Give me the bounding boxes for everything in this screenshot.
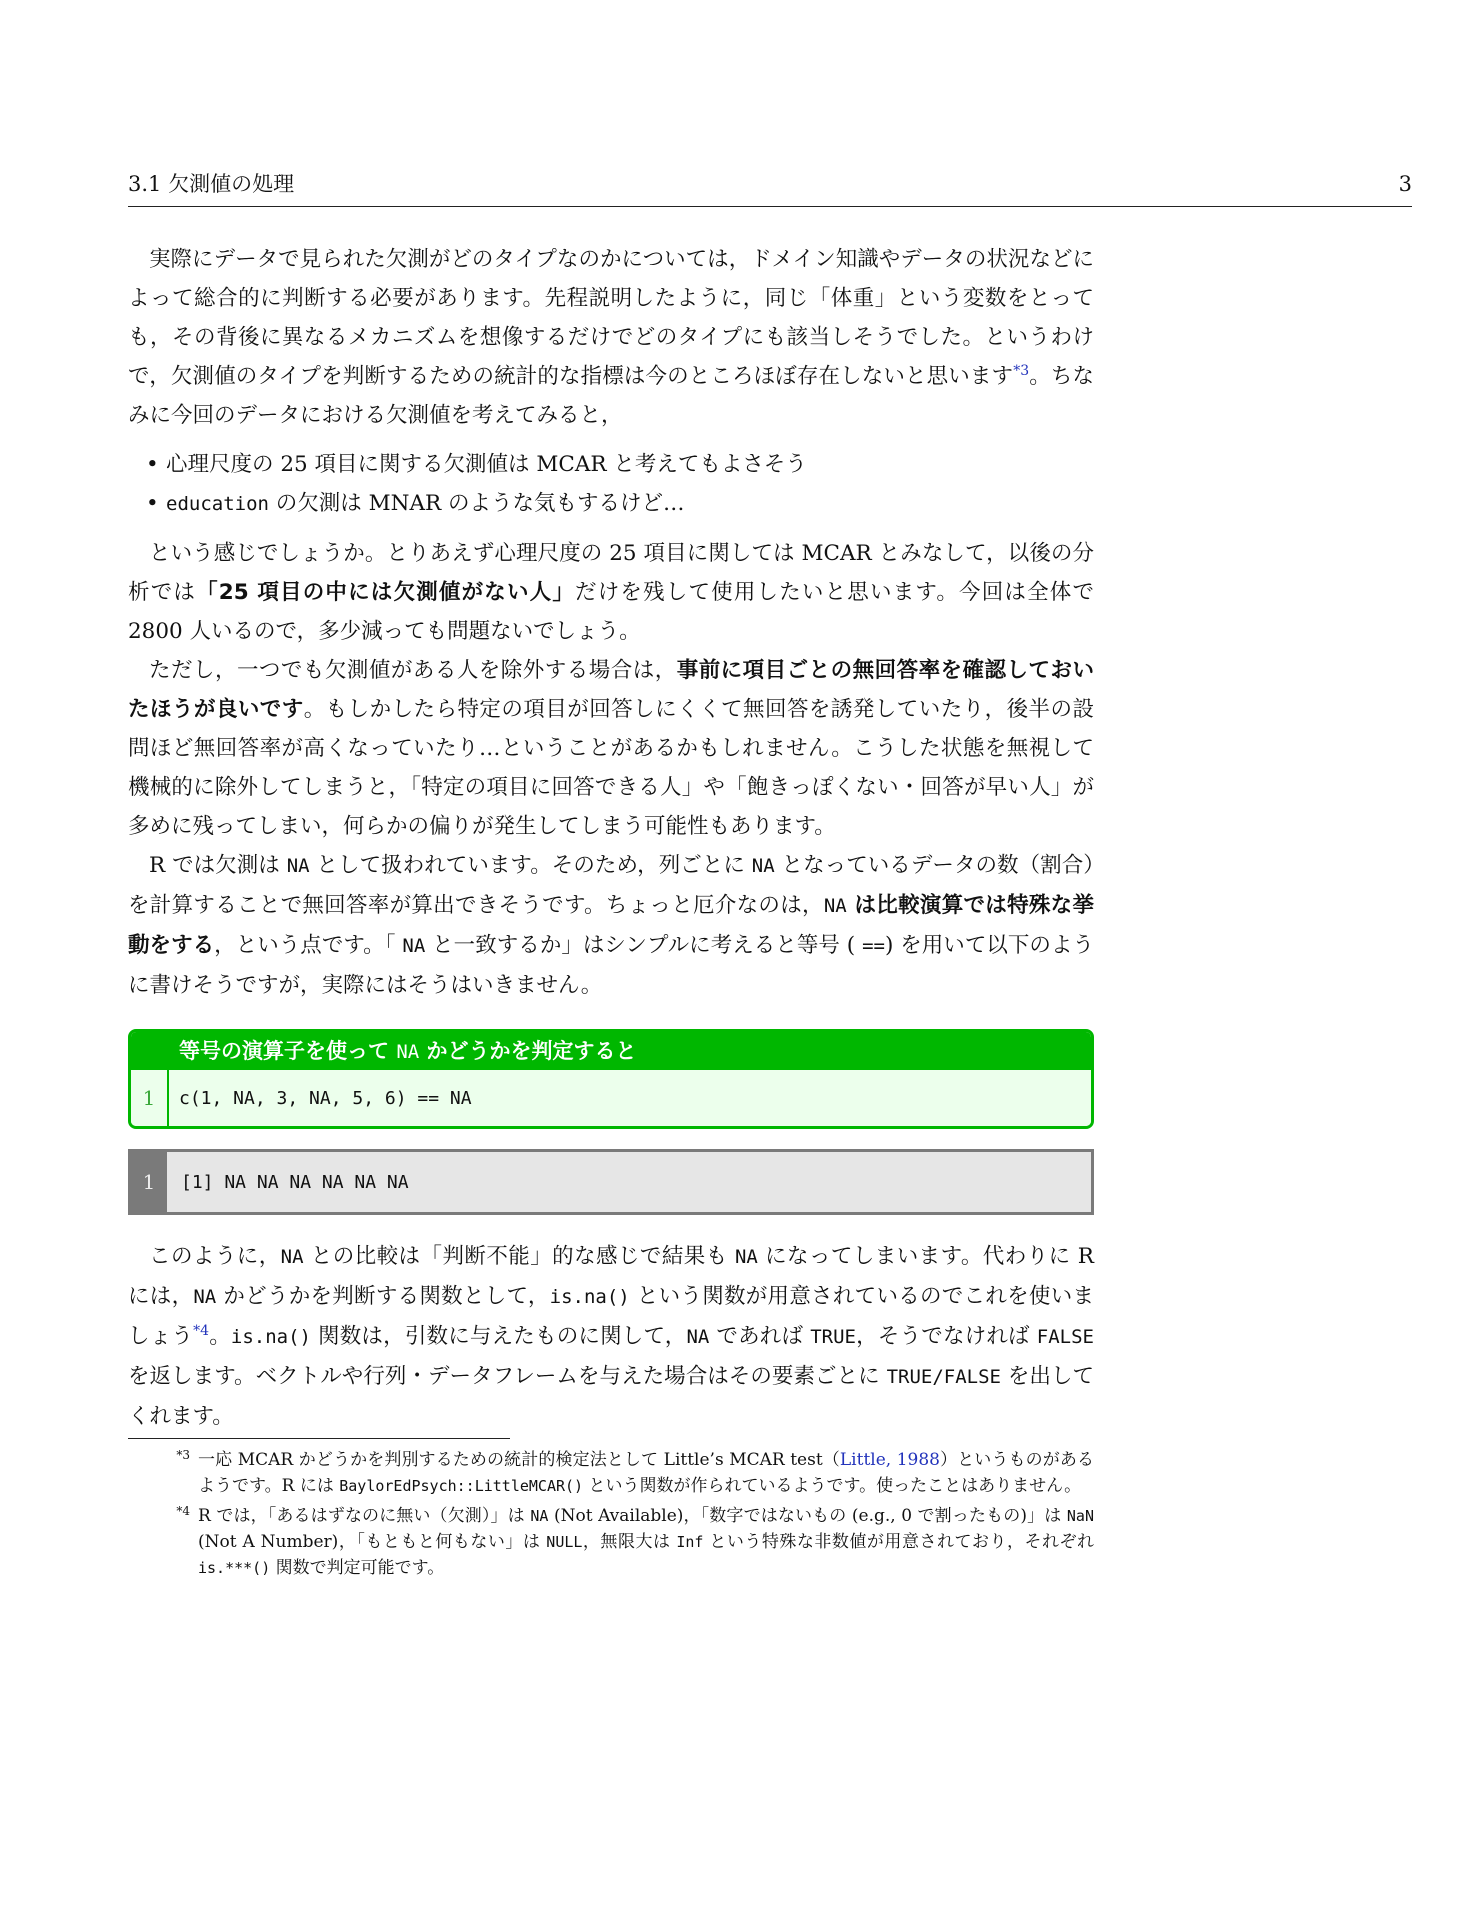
code-text[interactable]: c(1, NA, 3, NA, 5, 6) == NA: [179, 1087, 472, 1109]
inline-code: ==: [862, 935, 885, 957]
paragraph: 実際にデータで見られた欠測がどのタイプなのかについては，ドメイン知識やデータの状況などによって総合的に判断する必要があります。先程説明したように，同じ「体重」という変数をとっても，その背後に異なるメカニズムを想像するだけでどのタイプにも該当しそうでした。というわけで，欠測値のタイプを判断するための統計的な指標は今のところほぼ存在しないと思います$^{*3}$。ちなみに今回のデータにおける欠測値を考えてみると，: [128, 247, 1094, 428]
footnote-4: $^{*4}$ R では，「あるはずなのに無い（欠測）」は NA (Not Available)，「数字ではないもの (e.g., 0 で割ったもの)」は NaN (Not A Number)，「もともと何もない」は NULL，無限大は Inf という特殊な非数値が用意されており，それぞれ is.***() 関数で判定可能です。: [128, 1503, 1094, 1581]
code-line: [131, 1070, 1091, 1126]
inline-code: NA: [823, 895, 847, 917]
inline-code: TRUE/FALSE: [886, 1366, 1001, 1388]
emphasis: 事前に項目ごとの無回答率を確認しておいたほうが良いです: [128, 658, 1094, 722]
footnote-3: $^{*3}$ 一応 MCAR かどうかを判別するための統計的検定法として Little’s MCAR test（Little, 1988）というものがあるようです。R には BaylorEdPsych::LittleMCAR() という関数が作られているようです。使ったことはありません。: [128, 1447, 1094, 1499]
running-header: [128, 168, 1412, 207]
paragraph: という感じでしょうか。とりあえず心理尺度の 25 項目に関しては MCAR とみなして，以後の分析では「25 項目の中には欠測値がない人」だけを残して使用したいと思います。今回は全体で 2800 人いるので，多少減っても問題ないでしょう。: [128, 541, 1094, 644]
inline-code: FALSE: [1036, 1326, 1094, 1348]
section-title: 3.1 欠測値の処理: [128, 172, 295, 196]
emphasis: は比較演算では特殊な挙動をする: [128, 893, 1094, 958]
inline-code: NA: [530, 1507, 549, 1525]
inline-code: NA: [280, 1246, 304, 1268]
inline-code: is.na(): [230, 1326, 311, 1348]
inline-code: NA: [686, 1326, 710, 1348]
inline-code: is.na(): [549, 1286, 630, 1308]
line-number: 1: [131, 1070, 169, 1126]
paragraph: このように，NA との比較は「判断不能」的な感じで結果も NA になってしまいます。代わりに R には，NA かどうかを判断する関数として，is.na() という関数が用意されているのでこれを使いましょう$^{*4}$。is.na() 関数は，引数に与えたものに関して，NA であれば TRUE，そうでなければ FALSE を返します。ベクトルや行列・データフレームを与えた場合はその要素ごとに TRUE/FALSE を出してくれます。: [128, 1244, 1095, 1429]
inline-code: TRUE: [810, 1326, 856, 1348]
paragraph: R では欠測は NA として扱われています。そのため，列ごとに NA となっているデータの数（割合）を計算することで無回答率が算出できそうです。ちょっと厄介なのは，NA は比較演算では特殊な挙動をする，という点です。「 NA と一致するか」はシンプルに考えると等号 ( ==) を用いて以下のように書けそうですが，実際にはそうはいきません。: [128, 853, 1094, 998]
inline-code: NA: [751, 855, 775, 877]
output-block: [128, 1149, 1094, 1215]
bullet-list: [128, 445, 1094, 524]
inline-code: education: [166, 493, 269, 515]
output-text[interactable]: [1] NA NA NA NA NA NA: [181, 1171, 409, 1193]
footnote-ref-3[interactable]: *3: [1013, 363, 1030, 379]
main-text: [128, 240, 1094, 1436]
inline-code: is.***(): [198, 1559, 271, 1577]
list-item: • education の欠測は MNAR のような気もするけど…: [166, 484, 1094, 524]
inline-code: BaylorEdPsych::LittleMCAR(): [339, 1477, 584, 1495]
emphasis: 「25 項目の中には欠測値がない人」: [196, 580, 576, 605]
line-number: 1: [131, 1152, 167, 1212]
page-number: 3: [1398, 172, 1412, 196]
inline-code: NaN: [1066, 1507, 1094, 1525]
footnote-mark: *3: [176, 1448, 190, 1462]
code-block-title: 等号の演算子を使って NA かどうかを判定すると: [131, 1032, 1091, 1070]
inline-code: NA: [193, 1286, 217, 1308]
inline-code: Inf: [676, 1533, 704, 1551]
inline-code: NULL: [546, 1533, 583, 1551]
paragraph: ただし，一つでも欠測値がある人を除外する場合は，事前に項目ごとの無回答率を確認しておいたほうが良いです。もしかしたら特定の項目が回答しにくくて無回答を誘発していたり，後半の設問ほど無回答率が高くなっていたり…ということがあるかもしれません。こうした状態を無視して機械的に除外してしまうと，「特定の項目に回答できる人」や「飽きっぽくない・回答が早い人」が多めに残ってしまい，何らかの偏りが発生してしまう可能性もあります。: [128, 658, 1094, 839]
inline-code: NA: [286, 855, 310, 877]
footnotes: [128, 1438, 1094, 1585]
inline-code: NA: [734, 1246, 758, 1268]
citation-link[interactable]: Little, 1988: [839, 1450, 940, 1470]
list-item: • 心理尺度の 25 項目に関する欠測値は MCAR と考えてもよさそう: [166, 445, 1094, 484]
footnote-mark: *4: [176, 1504, 190, 1518]
footnote-ref-4[interactable]: *4: [193, 1323, 210, 1339]
inline-code: NA: [402, 935, 426, 957]
code-block: [128, 1029, 1094, 1129]
footnote-rule: [128, 1438, 510, 1439]
